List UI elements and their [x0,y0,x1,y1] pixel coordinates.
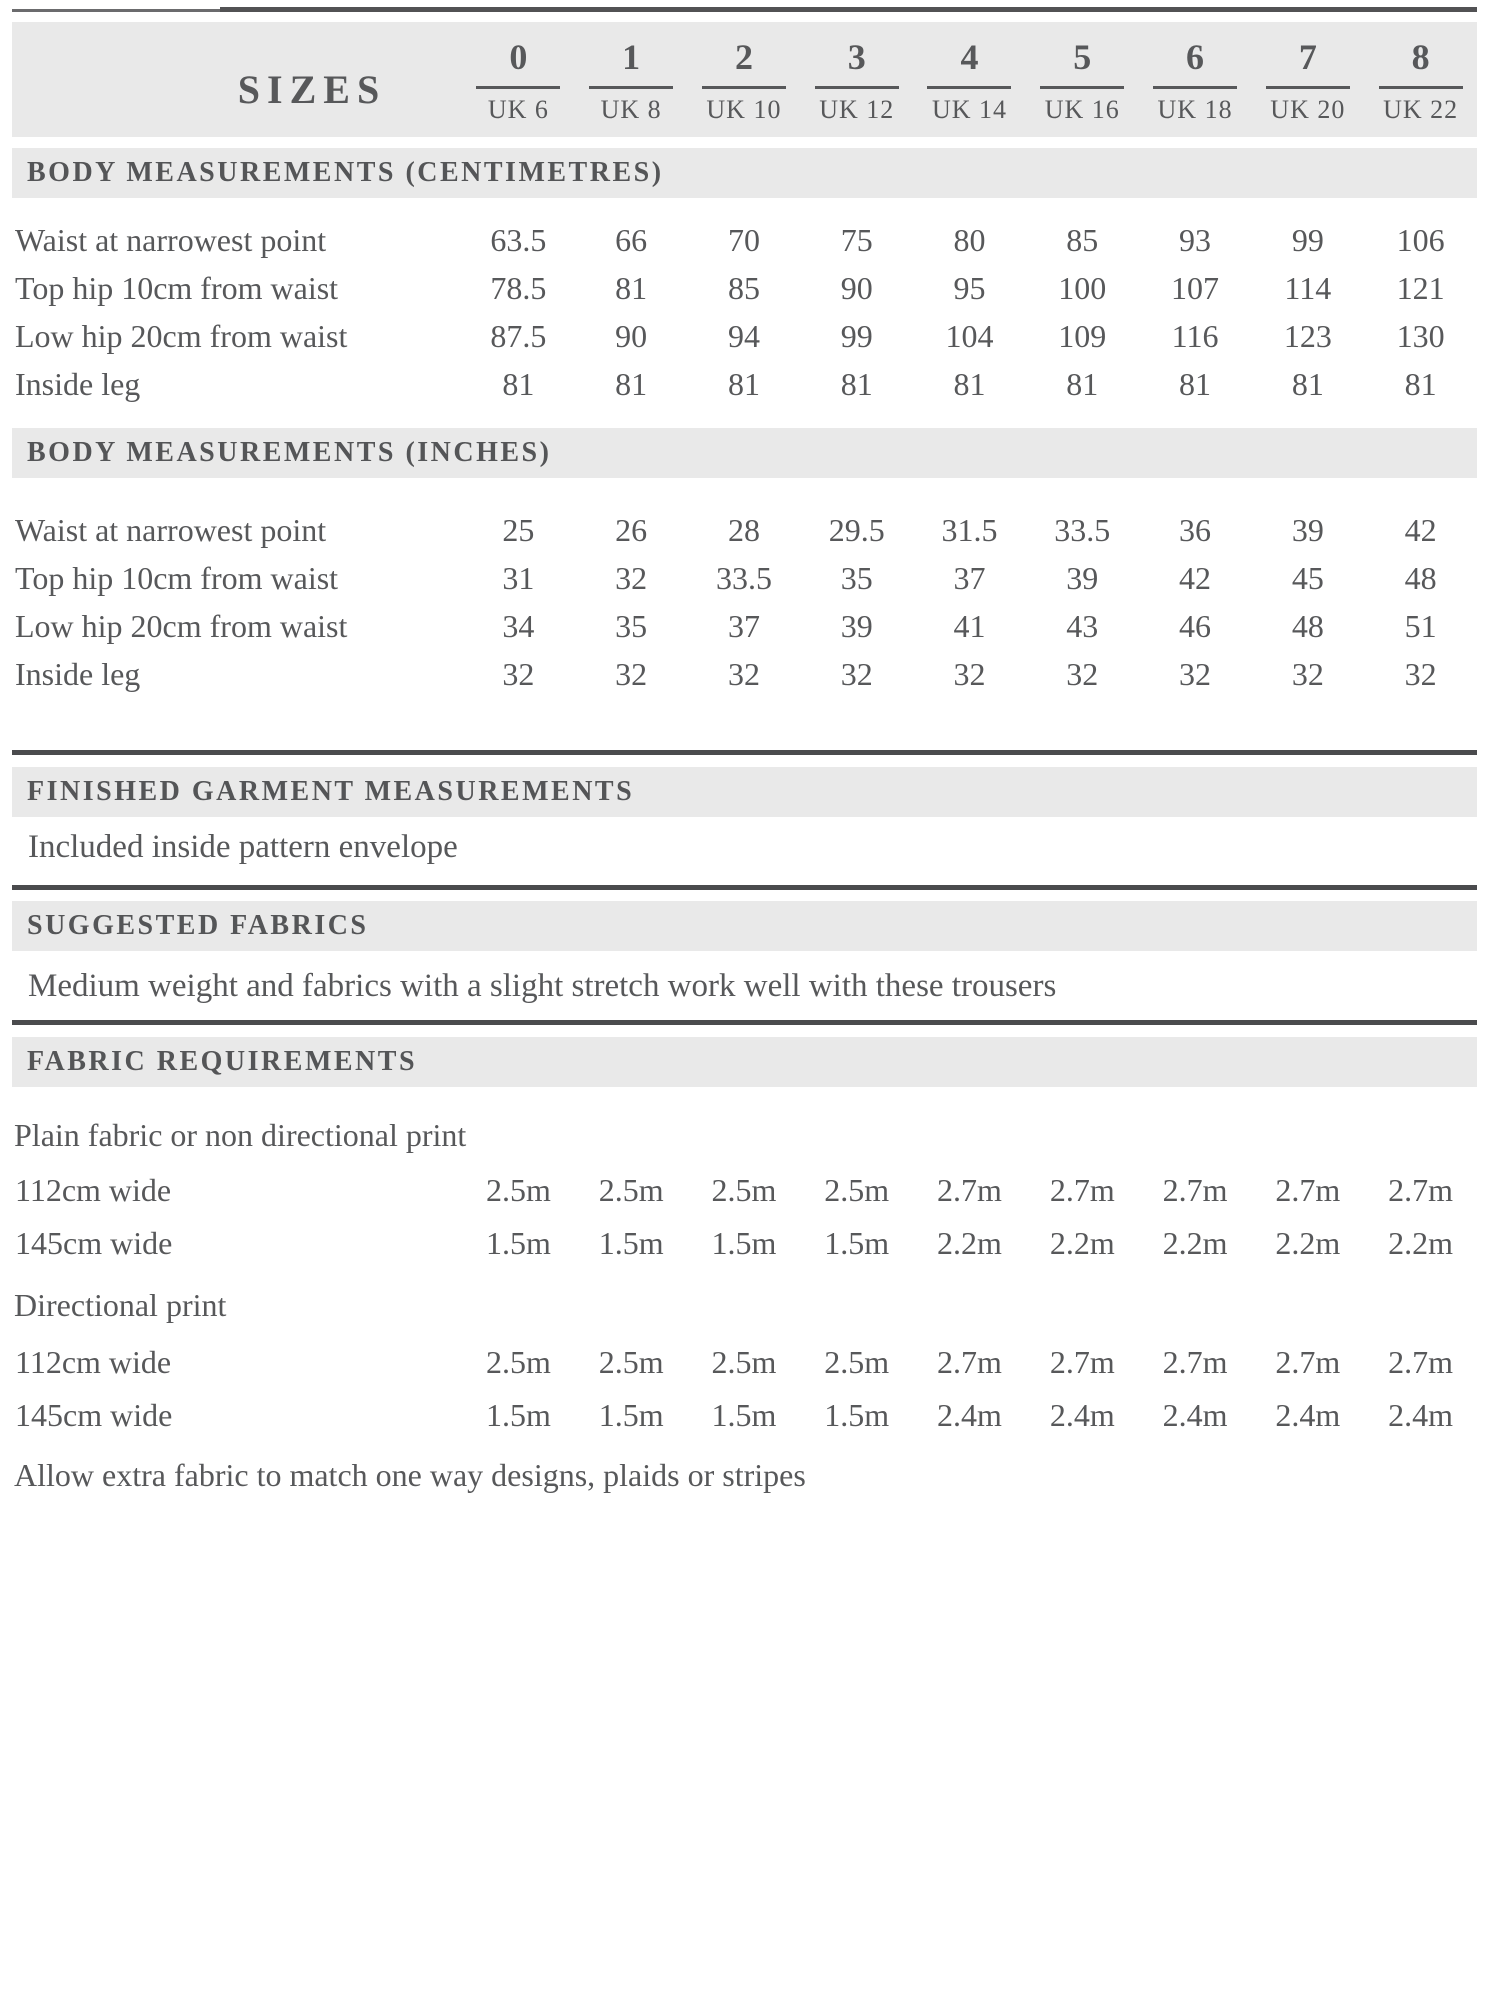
measurement-value: 90 [840,270,873,306]
size-divider [1379,86,1463,89]
measurement-value: 80 [953,222,986,258]
measurement-value: 75 [840,222,873,258]
fabric-value: 2.4m [1275,1397,1341,1433]
table-row [12,506,1477,554]
fabric-value: 2.4m [937,1397,1002,1433]
fabric-value: 1.5m [598,1397,664,1433]
measurement-value: 90 [615,318,648,354]
measurement-value: 29.5 [828,512,885,548]
section-heading-cm: BODY MEASUREMENTS (CENTIMETRES) [12,148,1477,198]
fabric-row [12,1164,1477,1217]
fabric-value: 1.5m [824,1225,890,1261]
measurement-value: 70 [727,222,760,258]
measurement-value: 39 [1291,512,1324,548]
row-label: 145cm wide [15,1397,173,1433]
measurement-value: 32 [1066,656,1099,692]
row-label: Low hip 20cm from waist [15,608,348,644]
fabric-value: 2.2m [1388,1225,1454,1261]
size-number: 7 [1298,37,1317,77]
size-divider [927,86,1011,89]
fabric-value: 2.4m [1162,1397,1228,1433]
measurement-value: 39 [840,608,873,644]
size-uk-label: UK 18 [1157,95,1233,124]
size-uk-label: UK 6 [487,95,549,124]
fabric-value: 2.5m [598,1344,664,1380]
measurement-value: 31 [502,560,535,596]
size-chart-page [12,7,1477,1499]
measurement-value: 32 [953,656,986,692]
size-divider [815,86,899,89]
measurement-value: 37 [953,560,986,596]
fabric-value: 2.5m [711,1172,777,1208]
measurement-value: 63.5 [490,222,547,258]
measurement-value: 32 [1404,656,1437,692]
measurement-value: 39 [1066,560,1099,596]
measurement-value: 43 [1066,608,1099,644]
fabric-value: 2.4m [1388,1397,1454,1433]
measurement-value: 81 [615,270,648,306]
measurement-value: 41 [953,608,986,644]
measurement-value: 32 [727,656,760,692]
size-divider [589,86,673,89]
size-uk-label: UK 12 [819,95,895,124]
fabric-value: 2.5m [711,1344,777,1380]
row-label: Top hip 10cm from waist [15,560,339,596]
size-uk-label: UK 14 [931,95,1008,124]
size-number: 5 [1073,37,1092,77]
size-column-0 [462,22,575,123]
measurement-value: 42 [1179,560,1212,596]
size-number: 3 [847,37,866,77]
measurement-value: 85 [1066,222,1099,258]
measurement-value: 116 [1171,318,1219,354]
table-row [12,264,1477,312]
measurement-value: 85 [727,270,760,306]
measurement-value: 81 [502,366,535,402]
top-divider-left [12,9,220,12]
measurement-value: 81 [1404,366,1437,402]
size-uk-label: UK 16 [1044,95,1120,124]
size-column-7 [1251,22,1364,123]
section-divider [12,1020,1477,1025]
fabric-value: 2.7m [1049,1344,1115,1380]
fabric-value: 2.2m [1049,1225,1115,1261]
table-row [12,650,1477,698]
fabric-value: 2.2m [937,1225,1002,1261]
fabric-footnote: Allow extra fabric to match one way designs, plaids or stripes [14,1457,806,1493]
measurement-value: 81 [840,366,873,402]
section-heading-inches: BODY MEASUREMENTS (INCHES) [12,428,1477,478]
section-divider [12,750,1477,755]
fabric-group-title: Directional print [14,1287,227,1323]
fabric-value: 2.5m [824,1172,890,1208]
size-divider [476,86,560,89]
body-measurements-cm-table [12,198,1477,408]
fabric-group-title: Plain fabric or non directional print [14,1117,467,1153]
fabric-value: 1.5m [485,1225,551,1261]
measurement-value: 94 [727,318,760,354]
fabric-value: 2.2m [1275,1225,1341,1261]
size-divider [702,86,786,89]
measurement-value: 34 [502,608,535,644]
measurement-value: 26 [615,512,648,548]
measurement-value: 109 [1058,318,1107,354]
measurement-value: 48 [1404,560,1437,596]
size-number: 8 [1411,37,1430,77]
size-column-6 [1139,22,1252,123]
fabric-value: 1.5m [598,1225,664,1261]
size-column-5 [1026,22,1139,123]
measurement-value: 81 [1291,366,1324,402]
measurement-value: 37 [727,608,760,644]
fabric-row [12,1336,1477,1389]
measurement-value: 45 [1291,560,1324,596]
fabric-value: 2.4m [1049,1397,1115,1433]
size-column-4 [913,22,1026,123]
size-number: 6 [1186,37,1205,77]
size-number: 2 [734,37,753,77]
measurement-value: 42 [1404,512,1437,548]
row-label: Inside leg [15,656,141,692]
fabric-value: 1.5m [711,1397,777,1433]
row-label: Top hip 10cm from waist [15,270,339,306]
size-column-3 [800,22,913,123]
fabric-row [12,1389,1477,1442]
measurement-value: 100 [1058,270,1107,306]
measurement-value: 93 [1179,222,1212,258]
table-row [12,602,1477,650]
fabric-value: 2.5m [485,1344,551,1380]
measurement-value: 107 [1171,270,1220,306]
measurement-value: 104 [945,318,994,354]
measurement-value: 66 [615,222,648,258]
measurement-value: 81 [1066,366,1099,402]
fabric-value: 1.5m [485,1397,551,1433]
fabrics-note: Medium weight and fabrics with a slight stretch work well with these trousers [28,968,1057,1004]
body-measurements-inches-table [12,478,1477,698]
measurement-value: 78.5 [490,270,547,306]
fabric-value: 2.5m [598,1172,664,1208]
fabric-value: 2.7m [937,1344,1002,1380]
measurement-value: 95 [953,270,986,306]
fabric-value: 1.5m [824,1397,890,1433]
top-divider [12,7,1477,13]
table-row [12,216,1477,264]
section-heading-finished: FINISHED GARMENT MEASUREMENTS [12,767,1477,817]
table-row [12,312,1477,360]
fabric-value: 2.7m [1388,1172,1454,1208]
measurement-value: 33.5 [715,560,772,596]
measurement-value: 33.5 [1054,512,1111,548]
fabric-value: 2.7m [1388,1344,1454,1380]
size-uk-label: UK 8 [600,95,662,124]
size-column-1 [575,22,688,123]
measurement-value: 25 [502,512,535,548]
sizes-header-band [12,22,1477,137]
section-heading-fabric: FABRIC REQUIREMENTS [12,1037,1477,1087]
sizes-title: SIZES [237,67,387,112]
top-divider-right [220,7,1477,12]
measurement-value: 35 [840,560,873,596]
measurement-value: 99 [1291,222,1324,258]
fabric-value: 1.5m [711,1225,777,1261]
measurement-value: 32 [615,656,648,692]
measurement-value: 114 [1284,270,1332,306]
measurement-value: 32 [615,560,648,596]
fabric-value: 2.7m [1049,1172,1115,1208]
measurement-value: 31.5 [941,512,998,548]
measurement-value: 87.5 [490,318,547,354]
measurement-value: 121 [1396,270,1445,306]
row-label: Waist at narrowest point [15,222,327,258]
row-label: 145cm wide [15,1225,173,1261]
measurement-value: 99 [840,318,873,354]
measurement-value: 81 [1179,366,1212,402]
section-divider [12,885,1477,890]
finished-note: Included inside pattern envelope [28,829,458,865]
measurement-value: 123 [1283,318,1332,354]
measurement-value: 48 [1291,608,1324,644]
measurement-value: 32 [1179,656,1212,692]
row-label: Waist at narrowest point [15,512,327,548]
measurement-value: 46 [1179,608,1212,644]
fabric-value: 2.2m [1162,1225,1228,1261]
size-column-2 [688,22,801,123]
fabric-value: 2.5m [485,1172,551,1208]
measurement-value: 130 [1396,318,1445,354]
section-heading-suggested: SUGGESTED FABRICS [12,901,1477,951]
fabric-value: 2.5m [824,1344,890,1380]
measurement-value: 81 [615,366,648,402]
measurement-value: 28 [727,512,760,548]
measurement-value: 32 [1291,656,1324,692]
size-number: 0 [509,37,528,77]
size-number: 4 [960,37,979,77]
size-divider [1153,86,1237,89]
size-uk-label: UK 22 [1383,95,1459,124]
row-label: 112cm wide [15,1344,172,1380]
measurement-value: 35 [615,608,648,644]
measurement-value: 81 [953,366,986,402]
fabric-row [12,1217,1477,1270]
size-divider [1266,86,1350,89]
size-divider [1040,86,1124,89]
row-label: Low hip 20cm from waist [15,318,348,354]
measurement-value: 36 [1179,512,1212,548]
measurement-value: 32 [840,656,873,692]
measurement-value: 106 [1396,222,1445,258]
fabric-value: 2.7m [937,1172,1002,1208]
size-uk-label: UK 20 [1270,95,1346,124]
measurement-value: 51 [1404,608,1437,644]
fabric-value: 2.7m [1162,1344,1228,1380]
size-column-8 [1364,22,1477,123]
row-label: Inside leg [15,366,141,402]
fabric-value: 2.7m [1275,1172,1341,1208]
table-row [12,554,1477,602]
row-label: 112cm wide [15,1172,172,1208]
size-number: 1 [622,37,641,77]
measurement-value: 81 [727,366,760,402]
fabric-value: 2.7m [1162,1172,1228,1208]
measurement-value: 32 [502,656,535,692]
size-uk-label: UK 10 [706,95,782,124]
fabric-value: 2.7m [1275,1344,1341,1380]
table-row [12,360,1477,408]
